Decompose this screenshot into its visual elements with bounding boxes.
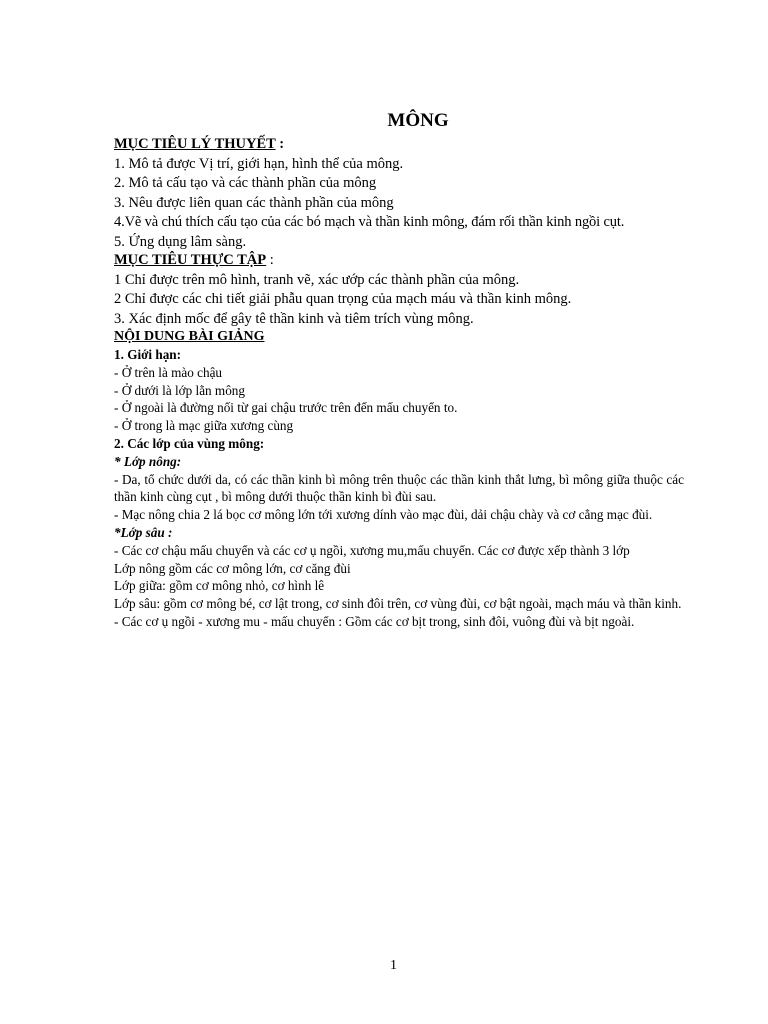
theory-heading-suffix: : [275,136,285,152]
practice-item-1: 1 Chỉ được trên mô hình, tranh vẽ, xác ướp các thành phần của mông. [114,271,520,288]
deep-item-1: - Các cơ chậu mấu chuyển và các cơ ụ ngồi, xương mu,mấu chuyển. Các cơ được xếp thành 3 lớp [114,542,630,558]
theory-heading: MỤC TIÊU LÝ THUYẾT [114,136,276,152]
superficial-item-2: - Mạc nông chia 2 lá bọc cơ mông lớn tới xương dính vào mạc đùi, dải chậu chày và cơ cẳng mạc đùi. [114,507,653,523]
deep-item-3: Lớp giữa: gồm cơ mông nhỏ, cơ hình lê [114,578,325,594]
page-number: 1 [390,958,397,973]
section1-item-4: - Ở trong là mạc giữa xương cùng [114,418,294,434]
theory-heading-line [114,135,684,155]
deep-item-5: - Các cơ ụ ngồi - xương mu - mấu chuyển : Gồm các cơ bịt trong, sinh đôi, vuông đùi và bịt ngoài. [114,613,635,629]
theory-item-4: 4.Vẽ và chú thích cấu tạo của các bó mạch và thần kinh mông, đám rối thần kinh ngồi cụt. [114,214,625,230]
superficial-item-1: - Da, tổ chức dưới da, có các thần kinh bì mông trên thuộc các thần kinh thắt lưng, bì mông giữa thuộc các thần kinh cùng cụt , bì mông dưới thuộc thần kinh bì đùi sau. [114,471,684,505]
theory-item-3: 3. Nêu được liên quan các thành phần của mông [114,194,394,211]
section2-title: 2. Các lớp của vùng mông: [114,435,265,451]
practice-heading: MỤC TIÊU THỰC TẬP [114,252,267,268]
practice-heading-line [114,251,684,271]
practice-objectives [114,251,684,329]
deep-item-2: Lớp nông gồm các cơ mông lớn, cơ căng đùi [114,560,351,576]
content-heading: NỘI DUNG BÀI GIẢNG [114,329,265,344]
lecture-content [114,328,684,631]
theory-item-2: 2. Mô tả cấu tạo và các thành phần của mông [114,175,377,191]
practice-item-3: 3. Xác định mốc để gây tê thần kinh và tiêm trích vùng mông. [114,310,474,327]
practice-item-2: 2 Chỉ được các chi tiết giải phẫu quan trọng của mạch máu và thần kinh mông. [114,291,572,307]
deep-item-4: Lớp sâu: gồm cơ mông bé, cơ lật trong, cơ sinh đôi trên, cơ vùng đùi, cơ bật ngoài, mạch máu và thần kinh. [114,596,682,612]
theory-item-1: 1. Mô tả được Vị trí, giới hạn, hình thể của mông. [114,155,404,172]
theory-item-5: 5. Ứng dụng lâm sàng. [114,233,247,250]
section1-title: 1. Giới hạn: [114,347,182,362]
section1-item-2: - Ở dưới là lớp lằn mông [114,382,245,398]
superficial-layer-title: * Lớp nông: [114,453,182,469]
section1-item-1: - Ở trên là mào chậu [114,364,223,380]
section1-item-3: - Ở ngoài là đường nối từ gai chậu trước trên đến mấu chuyển to. [114,400,458,416]
practice-heading-suffix: : [266,252,274,268]
document-title: MÔNG [387,110,449,131]
theory-objectives [114,135,684,252]
deep-layer-title: *Lớp sâu : [114,524,173,540]
